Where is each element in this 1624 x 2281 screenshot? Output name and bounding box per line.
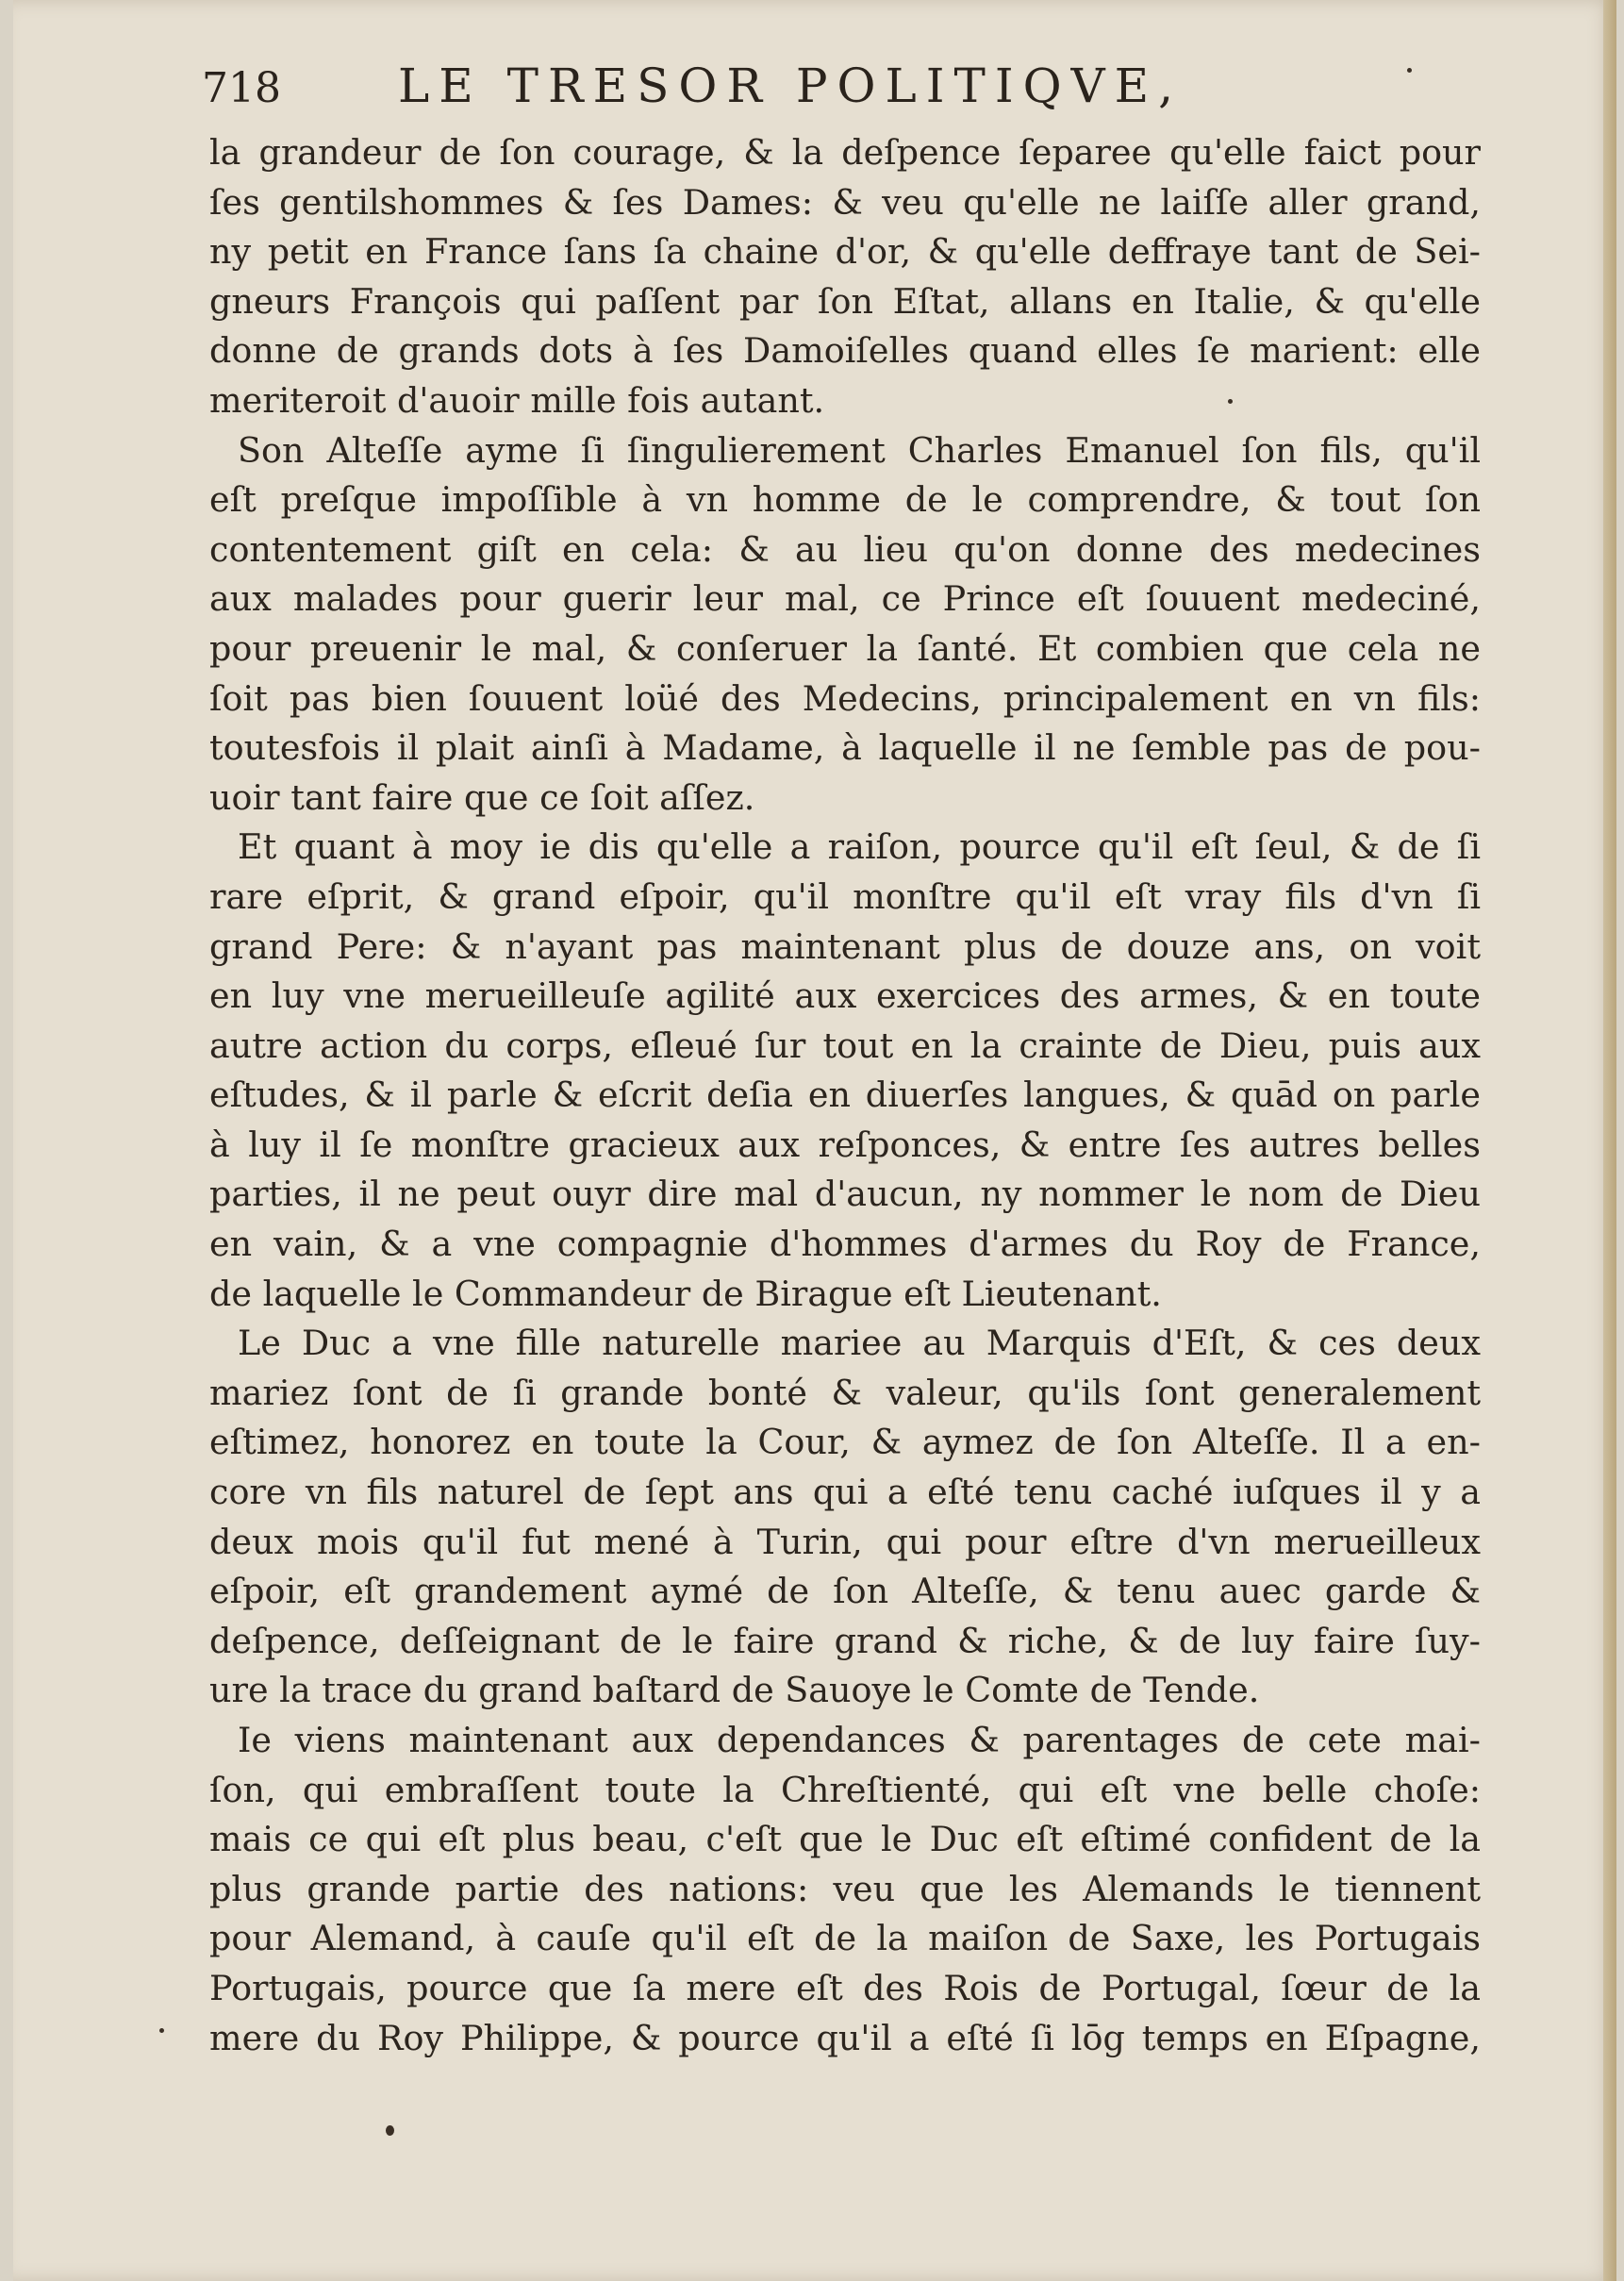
text-line: toutesfois il plait ainſi à Madame, à laquelle il ne ſemble pas de pou- [209, 727, 1481, 769]
text-line: eſtimez, honorez en toute la Cour, & aymez de ſon Alteſſe. Il a en- [209, 1422, 1481, 1463]
text-line: pour Alemand, à cauſe qu'il eſt de la maiſon de Saxe, les Portugais [209, 1918, 1481, 1959]
text-line: Portugais, pource que ſa mere eſt des Rois de Portugal, ſœur de la [209, 1967, 1481, 2008]
text-line: eſpoir, eſt grandement aymé de ſon Alteſſe, & tenu auec garde & [209, 1571, 1481, 1612]
text-line: à luy il ſe monſtre gracieux aux reſponces, & entre ſes autres belles [209, 1124, 1481, 1165]
text-line: pour preuenir le mal, & conſeruer la ſanté. Et combien que cela ne [209, 627, 1481, 669]
text-line: la grandeur de ſon courage, & la deſpence ſeparee qu'elle faict pour [209, 132, 1481, 173]
ink-speck [1228, 399, 1233, 404]
text-line: deſpence, deſſeignant de le faire grand & riche, & de luy faire ſuy- [209, 1620, 1481, 1661]
text-line: donne de grands dots à ſes Damoiſelles quand elles ſe marient: elle [209, 330, 1481, 372]
text-line: ſon, qui embraſſent toute la Chreſtienté, qui eſt vne belle choſe: [209, 1769, 1481, 1810]
text-line: plus grande partie des nations: veu que les Alemands le tiennent [209, 1868, 1481, 1909]
ink-speck [1407, 68, 1412, 73]
text-line: gneurs François qui paſſent par ſon Eſtat, allans en Italie, & qu'elle [209, 280, 1481, 322]
text-line: ſoit pas bien ſouuent loüé des Medecins, principalement en vn fils: [209, 677, 1481, 719]
body-text [209, 128, 1481, 2063]
text-line: uoir tant faire que ce ſoit aſſez. [209, 776, 755, 818]
text-line: eſtudes, & il parle & eſcrit deſia en diuerſes langues, & quād on parle [209, 1074, 1481, 1116]
text-line: ure la trace du grand baſtard de Sauoye le Comte de Tende. [209, 1670, 1260, 1711]
text-line: en vain, & a vne compagnie d'hommes d'armes du Roy de France, [209, 1224, 1481, 1265]
paragraph-start: Ie viens maintenant aux dependances & parentages de cete mai- [238, 1720, 1481, 1760]
text-line: ny petit en France ſans ſa chaine d'or, & qu'elle deffraye tant de Sei- [209, 231, 1481, 273]
text-line: core vn fils naturel de ſept ans qui a eſté tenu caché iuſques il y a [209, 1472, 1481, 1513]
text-line: mais ce qui eſt plus beau, c'eſt que le Duc eſt eſtimé confident de la [209, 1819, 1481, 1860]
ink-speck [386, 2125, 394, 2136]
text-line: contentement giſt en cela: & au lieu qu'on donne des medecines [209, 528, 1481, 570]
text-line: meriteroit d'auoir mille fois autant. [209, 379, 825, 421]
text-line: deux mois qu'il fut mené à Turin, qui pour eſtre d'vn merueilleux [209, 1521, 1481, 1562]
text-line: ſes gentilshommes & ſes Dames: & veu qu'elle ne laiſſe aller grand, [209, 181, 1481, 223]
page-number: 718 [202, 64, 281, 112]
text-line: mariez ſont de ſi grande bonté & valeur, qu'ils ſont generalement [209, 1372, 1481, 1413]
text-line: grand Pere: & n'ayant pas maintenant plus de douze ans, on voit [209, 925, 1481, 967]
text-line: de laquelle le Commandeur de Birague eſt Lieutenant. [209, 1273, 1162, 1314]
book-page [13, 0, 1616, 2281]
ink-speck [159, 2028, 164, 2033]
text-line: parties, il ne peut ouyr dire mal d'aucun, ny nommer le nom de Dieu [209, 1174, 1481, 1215]
paragraph-start: Le Duc a vne fille naturelle mariee au Marquis d'Eſt, & ces deux [238, 1323, 1481, 1364]
paragraph-start: Et quant à moy ie dis qu'elle a raiſon, pource qu'il eſt ſeul, & de ſi [238, 826, 1481, 868]
text-line: aux malades pour guerir leur mal, ce Prince eſt ſouuent medeciné, [209, 578, 1481, 620]
text-line: autre action du corps, eſleué ſur tout en la crainte de Dieu, puis aux [209, 1024, 1481, 1066]
page-header [202, 58, 1475, 125]
text-line: en luy vne merueilleuſe agilité aux exercices des armes, & en toute [209, 975, 1481, 1017]
text-line: rare eſprit, & grand eſpoir, qu'il monſtre qu'il eſt vray fils d'vn ſi [209, 875, 1481, 917]
page-edge [1603, 0, 1616, 2281]
running-title: LE TRESOR POLITIQVE, [398, 58, 1184, 113]
text-line: eſt preſque impoſſible à vn homme de le comprendre, & tout ſon [209, 479, 1481, 521]
text-line: mere du Roy Philippe, & pource qu'il a eſté ſi lōg temps en Eſpagne, [209, 2017, 1481, 2058]
paragraph-start: Son Alteſſe ayme ſi ſingulierement Charles Emanuel ſon fils, qu'il [238, 429, 1481, 471]
